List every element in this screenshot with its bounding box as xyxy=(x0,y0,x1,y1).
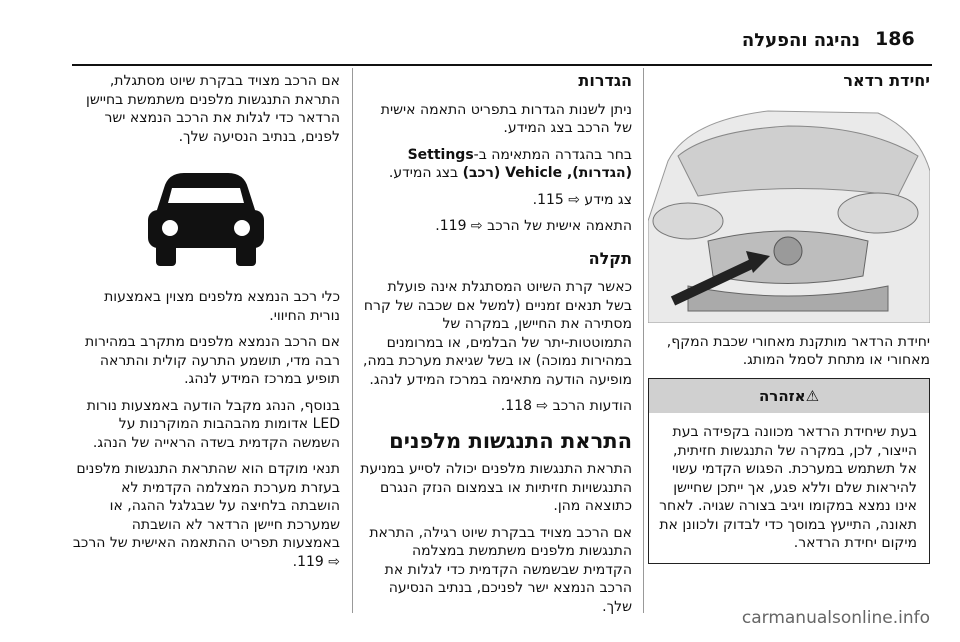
warning-box xyxy=(648,378,930,564)
section-heading-settings: הגדרות xyxy=(578,71,632,90)
column-collision-alert xyxy=(72,72,340,579)
page-title: נהיגה והפעלה xyxy=(741,30,860,51)
car-front-image xyxy=(648,101,930,323)
column-radar xyxy=(648,72,930,564)
collision-paragraph-1: התראת התנגשות מלפנים יכולה לסייע במניעת התנגשויות חזיתיות או בצמצום הנזק הנגרם כתוצאה מהן. xyxy=(360,461,632,514)
alert-paragraph-1: אם הרכב מצויד בבקרת שיוט מסתגלת, התראת התנגשות מלפנים משתמשת בחיישן הרדאר כדי לגלות את הרכב הנמצא ישר לפנים, בנתיב הנסיעה שלך. xyxy=(86,73,340,145)
vehicle-messages-reference: הודעות הרכב ⇨ 118. xyxy=(500,398,632,414)
vehicle-ahead-icon-box xyxy=(72,158,340,278)
header-rule xyxy=(72,64,932,66)
collision-paragraph-2: אם הרכב מצויד בבקרת שיוט רגילה, התראת התנגשות מלפנים משתמשת במצלמה הקדמית שבשמשה הקדמית כדי לגלות את הרכב הנמצא ישר לפניכם, בנתיב הנסיעה שלך. xyxy=(369,524,632,615)
settings-paragraph-1: ניתן לשנות הגדרות בתפריט התאמה אישית של הרכב בצג המידע. xyxy=(380,101,632,136)
alert-paragraph-4: בנוסף, הנהג מקבל הודעה באמצעות נורות LED אדומות מהבהבות המוקרנות על השמשה הקדמית בשדה הראייה של הנהג. xyxy=(86,397,340,451)
page-number: 186 xyxy=(875,28,915,50)
column-divider-2 xyxy=(352,68,353,613)
settings-paragraph-2 xyxy=(360,146,632,183)
fault-paragraph: כאשר קרת השיוט המסתגלת אינה פועלת בשל תנאים זמניים (למשל אם שכבה של קרח מסתירה את החיישן, במקרה של התמוטטות-יתר של הבלמים, או במרומנים במהירות נמוכה) או בשל שגיאת מערכת במה, מופיעה הודעה מתאימה במרכז המידע לנהג. xyxy=(363,279,632,388)
image-caption: יחידת הרדאר מותקנת מאחורי שכבת המקף, מאחורי או מתחת לסמל המותג. xyxy=(666,333,930,368)
column-divider xyxy=(643,68,644,613)
section-heading-fault: תקלה xyxy=(588,248,632,268)
personalization-reference: התאמה אישית של הרכב ⇨ 119. xyxy=(435,218,632,234)
section-heading-radar: יחידת רדאר xyxy=(843,71,930,90)
alert-paragraph-2: כלי רכב הנמצא מלפנים מצוין באמצעות נורית החיווי. xyxy=(104,289,340,324)
alert-paragraph-3: אם הרכב הנמצא מלפנים מתקרב במהירות רבה מדי, תושמע התרעה קולית והתראה תופיע במרכז המידע לנהג. xyxy=(84,334,340,387)
warning-triangle-icon: ⚠ xyxy=(805,386,820,405)
settings-paragraph-2-pre: בחר בהגדרה המתאימה ב- xyxy=(473,146,632,163)
car-front-illustration xyxy=(648,101,930,323)
page-header xyxy=(0,28,960,68)
settings-menu-path: Settings (הגדרות), Vehicle (רכב) xyxy=(407,146,632,181)
section-heading-forward-collision: התראת התנגשות מלפנים xyxy=(389,428,632,453)
column-settings xyxy=(360,72,632,624)
alert-paragraph-5: תנאי מוקדם הוא שהתראת התנגשות מלפנים בעזרת מערכת המצלמה הקדמית לא הושבתה בלחיצה על שבגלגל ההגה, או שמערכת חיישן הרדאר לא הושבתה באמצעות תפריט ההתאמה האישית של הרכב ⇨ 119. xyxy=(72,461,340,570)
settings-paragraph-2-post: בצג המידע. xyxy=(388,165,463,181)
watermark: carmanualsonline.info xyxy=(741,608,930,628)
warning-header xyxy=(649,379,929,414)
info-display-reference: צג מידע ⇨ 115. xyxy=(532,191,632,208)
warning-title: אזהרה xyxy=(758,386,806,405)
vehicle-ahead-icon xyxy=(72,158,340,278)
warning-text: בעת שיחידת הרדאר מכוונה בקפידה בעת הייצור, לכן, במקרה של התנגשות חזיתית, אל תשתמש במערכת. הפגוש הקדמי עשוי להיראות שלם וללא פגע, אך ייתכן שחיישן אינו נמצא במקומו ויגיב בצורה שגויה. לאחר תאונה, התייעץ במוסך כדי לבדוק ולכוונן את מיקום יחידת הרדאר. xyxy=(659,424,917,551)
